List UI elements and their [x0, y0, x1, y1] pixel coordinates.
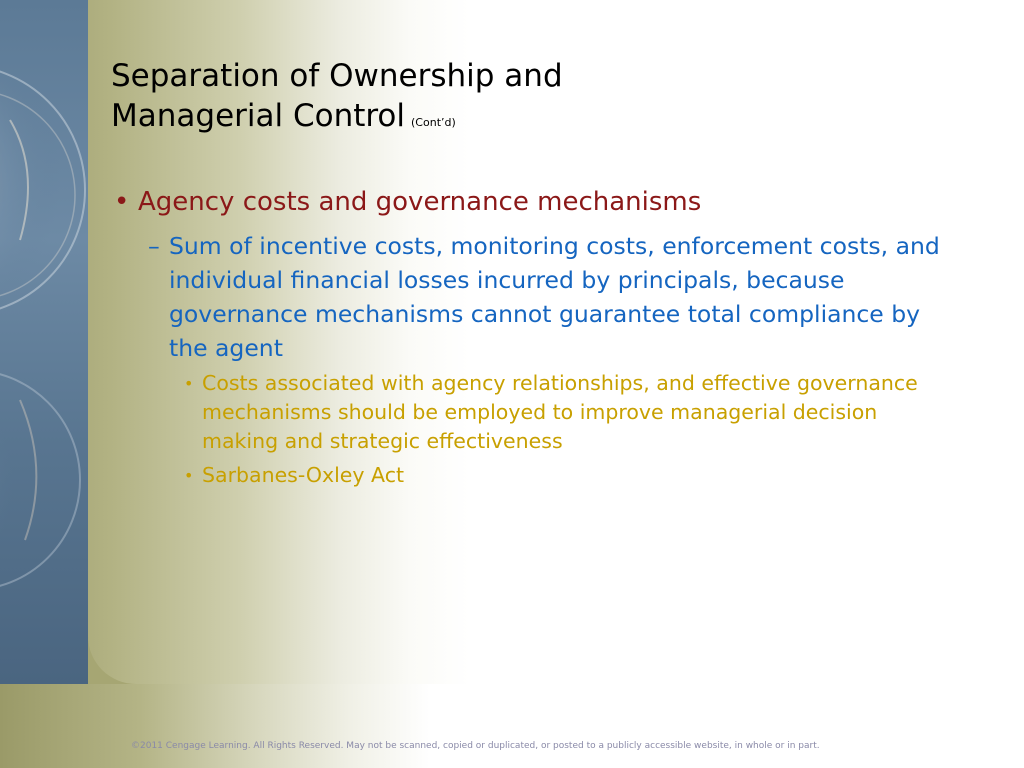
- bullet-level-2: [148, 229, 958, 365]
- slide-title: [111, 56, 991, 143]
- bullet-level-2-text: Sum of incentive costs, monitoring costs, enforcement costs, and individual financial losses incurred by principals, because governance mechanisms cannot guarantee total compliance by the agent: [169, 232, 940, 362]
- copyright-footer: ©2011 Cengage Learning. All Rights Reserved. May not be scanned, copied or duplicated, or posted to a publicly accessible website, in whole or in part.: [131, 741, 820, 751]
- dash-icon: –: [148, 232, 160, 260]
- panel-corner-curve: [88, 636, 136, 684]
- bullet-level-3-text: Costs associated with agency relationships, and effective governance mechanisms should be employed to improve managerial decision making and strategic effectiveness: [202, 371, 918, 453]
- bullet-dot-icon: •: [114, 187, 130, 217]
- bullet-dot-icon: •: [184, 374, 194, 393]
- title-contd: (Cont’d): [411, 116, 456, 129]
- bullet-dot-icon: •: [184, 466, 194, 485]
- bullet-level-1-text: Agency costs and governance mechanisms: [138, 187, 702, 217]
- bullet-level-3-text: Sarbanes-Oxley Act: [202, 463, 405, 487]
- title-line-1: Separation of Ownership and: [111, 58, 563, 94]
- title-line-2: [111, 96, 991, 143]
- bullet-level-1: [114, 184, 984, 220]
- globe-graphic: [0, 0, 88, 684]
- decorative-globe-panel: [0, 0, 88, 684]
- bullet-level-3-item: [184, 369, 944, 456]
- footer-band: [0, 684, 1024, 768]
- title-line-2-text: Managerial Control: [111, 98, 406, 134]
- bullet-level-3-item: [184, 461, 944, 490]
